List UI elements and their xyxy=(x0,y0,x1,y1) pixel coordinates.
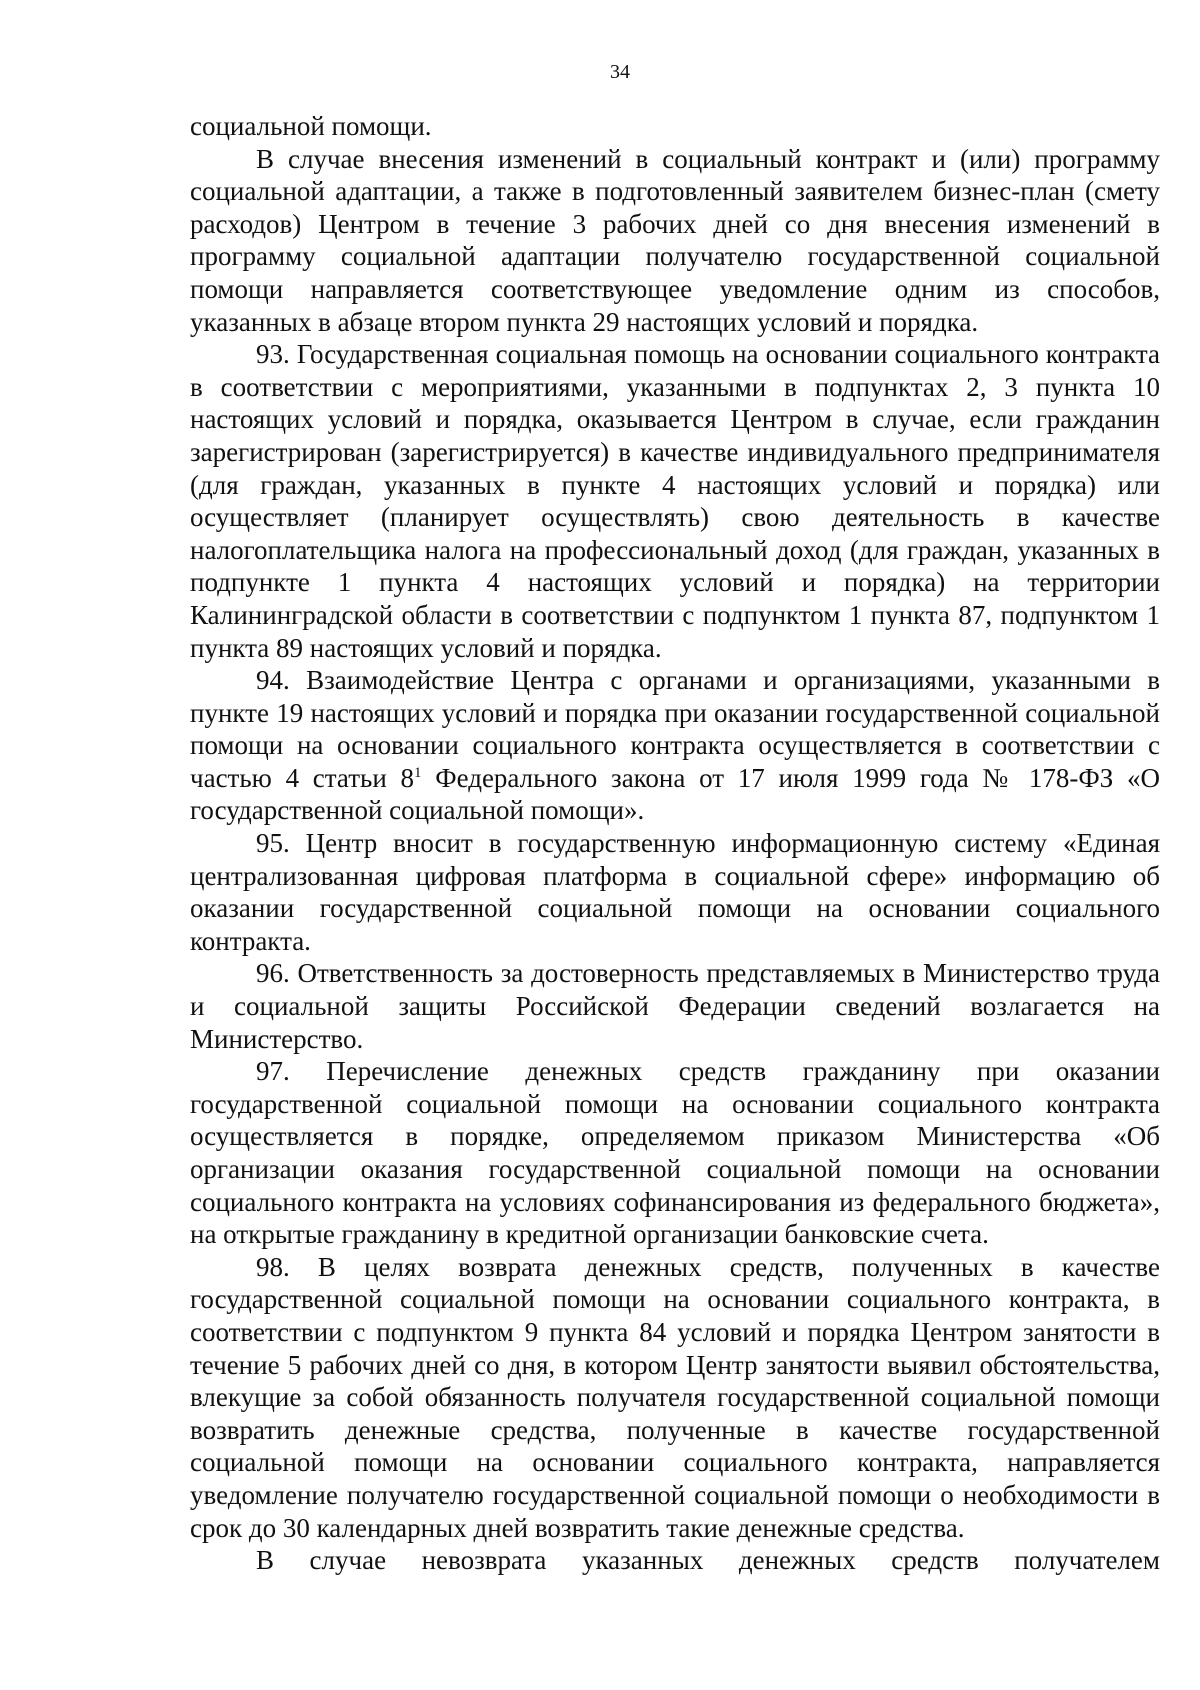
document-body xyxy=(190,110,1160,1577)
paragraph-refund-default: В случае невозврата указанных денежных средств получателем xyxy=(256,1545,1160,1576)
paragraph-amendment-notice: В случае внесения изменений в социальный контракт и (или) программу социальной адаптации, а также в подготовленный заявителем бизнес-план (смету расходов) Центром в течение 3 рабочих дней со дня внесения изменений в программу социальной адаптации получателю государственной социальной помощи направляется соответствующее уведомление одним из способов, указанных в абзаце втором пункта 29 настоящих условий и порядка. xyxy=(190,143,1160,337)
paragraph-96: 96. Ответственность за достоверность представляемых в Министерство труда и социальной защиты Российской Федерации сведений возлагается на Министерство. xyxy=(190,958,1160,1054)
paragraph-93: 93. Государственная социальная помощь на основании социального контракта в соответствии с мероприятиями, указанными в подпунктах 2, 3 пункта 10 настоящих условий и порядка, оказывается Центром в случае, если гражданин зарегистрирован (зарегистрируется) в качестве индивидуального предпринимателя (для граждан, указанных в пункте 4 настоящих условий и порядка) или осуществляет (планирует осуществлять) свою деятельность в качестве налогоплательщика налога на профессиональный доход (для граждан, указанных в подпункте 1 пункта 4 настоящих условий и порядка) на территории Калининградской области в соответствии с подпунктом 1 пункта 87, подпунктом 1 пункта 89 настоящих условий и порядка. xyxy=(190,339,1160,663)
paragraph-94-text-after: Федерального закона от 17 июля 1999 года № 178-ФЗ «О государственной социальной помощи». xyxy=(190,762,1160,826)
article-superscript: 1 xyxy=(414,764,422,781)
paragraph-continuation: социальной помощи. xyxy=(190,111,432,141)
paragraph-97: 97. Перечисление денежных средств гражданину при оказании государственной социальной помощи на основании социального контракта осуществляется в порядке, определяемом приказом Министерства «Об организации оказания государственной социальной помощи на основании социального контракта на условиях софинансирования из федерального бюджета», на открытые гражданину в кредитной организации банковские счета. xyxy=(190,1056,1160,1250)
paragraph-98: 98. В целях возврата денежных средств, полученных в качестве государственной социальной помощи на основании социального контракта, в соответствии с подпунктом 9 пункта 84 условий и порядка Центром занятости в течение 5 рабочих дней со дня, в котором Центр занятости выявил обстоятельства, влекущие за собой обязанность получателя государственной социальной помощи возвратить денежные средства, полученные в качестве государственной социальной помощи на основании социального контракта, направляется уведомление получателю государственной социальной помощи о необходимости в срок до 30 календарных дней возвратить такие денежные средства. xyxy=(190,1251,1160,1543)
paragraph-95: 95. Центр вносит в государственную информационную систему «Единая централизованная цифровая платформа в социальной сфере» информацию об оказании государственной социальной помощи на основании социального контракта. xyxy=(190,828,1160,956)
page-number: 34 xyxy=(610,61,630,83)
paragraph-94-text-before: 94. Взаимодействие Центра с органами и организациями, указанными в пункте 19 настоящих условий и порядка при оказании государственной социальной помощи на основании социального контракта осуществляется в соответствии с частью 4 статьи 8 xyxy=(190,665,1160,793)
paragraph-94 xyxy=(190,664,1160,827)
